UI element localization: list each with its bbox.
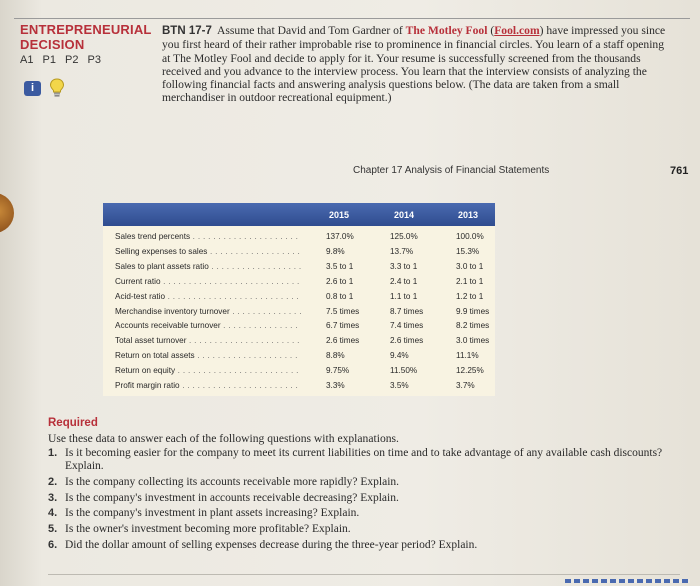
cell-2015: 3.3%	[326, 381, 345, 390]
question-number: 2.	[48, 475, 58, 488]
table-row	[103, 336, 495, 349]
sidebar-title-line2: DECISION	[20, 37, 85, 52]
table-header	[103, 203, 495, 226]
cell-2014: 7.4 times	[390, 321, 424, 331]
table-row	[103, 262, 495, 275]
cell-2014: 11.50%	[390, 366, 418, 376]
lightbulb-icon	[49, 78, 65, 98]
question-text: Is it becoming easier for the company to meet its current liabilities on time and to take advantage of any available cash discounts? Explain.	[65, 447, 663, 473]
table-row	[103, 321, 495, 334]
year-header-2015: 2015	[328, 210, 350, 220]
cell-2014: 13.7%	[390, 246, 414, 256]
row-label: Profit margin ratio . . .	[115, 381, 301, 390]
sidebar-icons	[24, 78, 65, 98]
row-label: Sales to plant assets ratio . . .	[115, 262, 301, 271]
cell-2014: 2.4 to 1	[390, 276, 418, 286]
cell-2013: 12.25%	[456, 366, 484, 376]
sidebar-title-line1: ENTREPRENEURIAL	[20, 22, 152, 37]
question-item	[48, 476, 688, 489]
table-row	[103, 292, 495, 305]
cell-2015: 3.5 to 1	[326, 261, 354, 271]
question-item	[48, 507, 688, 520]
cell-2015: 2.6 to 1	[326, 276, 354, 286]
next-page-strip	[565, 579, 690, 583]
question-text: Did the dollar amount of selling expenses decrease during the three-year period? Explain.	[65, 538, 478, 551]
learning-objectives: A1 P1 P2 P3	[20, 54, 101, 66]
table-row	[103, 277, 495, 290]
cell-2013: 15.3%	[456, 246, 480, 256]
row-label: Return on equity . . .	[115, 366, 301, 375]
company-name: The Motley Fool	[405, 24, 488, 37]
table-row	[103, 381, 495, 394]
question-item	[48, 492, 688, 505]
cell-2015: 8.8%	[326, 351, 345, 361]
question-item	[48, 539, 688, 552]
cell-2015: 0.8 to 1	[326, 291, 354, 301]
required-heading: Required	[48, 417, 98, 429]
cell-2014: 9.4%	[390, 351, 409, 361]
row-label: Return on total assets . . .	[115, 351, 301, 360]
table-row	[103, 351, 495, 364]
question-item	[48, 447, 688, 473]
year-header-2014: 2014	[393, 210, 415, 220]
cell-2014: 2.6 times	[390, 336, 424, 346]
row-label: Accounts receivable turnover . . .	[115, 321, 301, 330]
question-text: Is the company's investment in plant assets increasing? Explain.	[65, 507, 360, 520]
cell-2013: 3.0 to 1	[456, 261, 484, 271]
question-list	[48, 447, 688, 554]
question-text: Is the owner's investment becoming more profitable? Explain.	[65, 523, 351, 536]
question-text: Is the company's investment in accounts receivable decreasing? Explain.	[65, 491, 399, 504]
financial-ratio-table	[103, 203, 495, 396]
cell-2015: 6.7 times	[326, 321, 360, 331]
cell-2015: 7.5 times	[326, 306, 360, 316]
cell-2013: 1.2 to 1	[456, 291, 484, 301]
question-number: 4.	[48, 507, 58, 520]
table-row	[103, 247, 495, 260]
row-label: Acid-test ratio . . .	[115, 292, 301, 301]
cell-2013: 2.1 to 1	[456, 276, 484, 286]
cell-2013: 3.0 times	[456, 336, 490, 346]
row-label: Sales trend percents . . .	[115, 232, 301, 241]
cell-2013: 11.1%	[456, 351, 479, 361]
problem-statement	[162, 24, 674, 105]
question-number: 3.	[48, 491, 58, 504]
cell-2013: 9.9 times	[456, 306, 490, 316]
entrepreneurial-decision-heading	[20, 22, 160, 52]
question-number: 5.	[48, 523, 58, 536]
cell-2014: 8.7 times	[390, 306, 424, 316]
instructions: Use these data to answer each of the following questions with explanations.	[48, 432, 399, 445]
chapter-header: Chapter 17 Analysis of Financial Statements	[353, 165, 550, 176]
top-rule	[14, 18, 690, 19]
table-row	[103, 366, 495, 379]
row-label: Total asset turnover . . .	[115, 336, 301, 345]
website-link[interactable]: Fool.com	[494, 24, 540, 37]
question-number: 6.	[48, 538, 58, 551]
question-number: 1.	[48, 447, 58, 459]
year-header-2013: 2013	[457, 210, 479, 220]
cell-2013: 100.0%	[456, 232, 484, 241]
row-label: Merchandise inventory turnover . . .	[115, 307, 301, 316]
cell-2014: 3.5%	[390, 381, 409, 390]
row-label: Current ratio . . .	[115, 277, 301, 286]
problem-text-body: ) have impressed you since you first heard of their rather improbable rise to prominence in financial circles. You learn of a staff opening at The Motley Fool and decide to apply for it. Your resume is successfully screened from the thousands received and you advance to the interview process. You learn that the interview consists of analyzing the following financial facts and answering analysis questions below. (The data are taken from a small merchandiser in outdoor recreational equipment.)	[162, 24, 666, 105]
question-text: Is the company collecting its accounts receivable more rapidly? Explain.	[65, 475, 400, 488]
question-item	[48, 523, 688, 536]
problem-id: BTN 17-7	[162, 25, 212, 37]
cell-2015: 2.6 times	[326, 336, 360, 346]
cell-2015: 9.8%	[326, 246, 345, 256]
cell-2014: 1.1 to 1	[390, 291, 418, 301]
row-label: Selling expenses to sales . . .	[115, 247, 301, 256]
table-row	[103, 232, 495, 245]
cell-2013: 8.2 times	[456, 321, 490, 331]
page-number: 761	[670, 165, 689, 177]
info-icon: i	[24, 81, 41, 96]
problem-text-paren: (	[487, 24, 495, 37]
cell-2015: 137.0%	[326, 232, 354, 241]
cell-2015: 9.75%	[326, 366, 350, 376]
bottom-rule	[48, 574, 680, 575]
cell-2014: 3.3 to 1	[390, 261, 418, 271]
table-row	[103, 307, 495, 320]
cell-2013: 3.7%	[456, 381, 475, 390]
cell-2014: 125.0%	[390, 232, 418, 241]
problem-text-intro: Assume that David and Tom Gardner of	[217, 24, 406, 37]
